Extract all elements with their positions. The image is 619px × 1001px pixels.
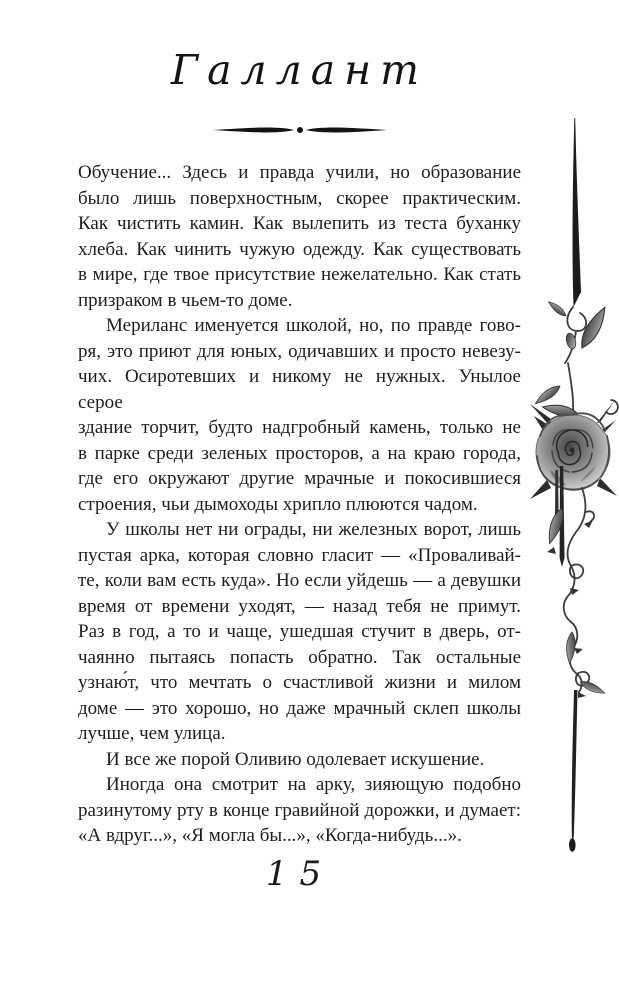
- text-line: чаянно пытаясь попасть обратно. Так остальные: [78, 646, 521, 668]
- text-line: Иногда она смотрит на арку, зияющую подобно: [106, 774, 521, 795]
- text-line: доме — это хорошо, но даже мрачный склеп школы: [78, 697, 521, 719]
- text-line: «А вдруг...», «Я могла бы...», «Когда-нибудь...».: [78, 825, 462, 846]
- divider-ornament: [211, 123, 389, 137]
- text-line: строения, чьи дымоходы хрипло плюются чадом.: [78, 493, 478, 515]
- paragraph: [78, 160, 521, 313]
- text-line: хлеба. Как чинить чужую одежду. Как существовать: [78, 238, 521, 260]
- text-line: время от времени уходят, — назад тебя не примут.: [78, 595, 521, 617]
- text-line: И все же порой Оливию одолевает искушение.: [106, 748, 485, 770]
- text-line: У школы нет ни ограды, ни железных ворот, лишь: [106, 519, 521, 540]
- text-line: лучше, чем улица.: [78, 723, 226, 744]
- paragraph: [78, 747, 521, 773]
- paragraph: [78, 313, 521, 517]
- text-line: разинутому рту в конце гравийной дорожки, и думает:: [78, 799, 521, 821]
- text-line: чих. Осиротевших и никому не нужных. Унылое серое: [78, 366, 521, 413]
- text-line: ря, это приют для юных, одичавших и просто невезу-: [78, 340, 521, 362]
- text-block: [78, 160, 521, 849]
- text-line: Мериланс именуется школой, но, по правде гово-: [106, 315, 521, 336]
- chapter-title: Галлант: [170, 46, 429, 94]
- text-line: в парке среди зеленых просторов, а на краю города,: [78, 442, 521, 464]
- text-line: те, коли вам есть куда». Но если уйдешь — а девушки: [78, 570, 521, 591]
- text-line: где его окружают другие мрачные и покосившиеся: [78, 468, 521, 489]
- text-line: призраком в чьем-то доме.: [78, 289, 293, 311]
- text-line: Раз в год, а то и чаще, ушедшая стучит в дверь, от-: [78, 621, 521, 642]
- text-line: узнаю́т, что мечтать о счастливой жизни и милом: [78, 672, 521, 693]
- page-number: 15: [265, 854, 334, 894]
- text-line: в мире, где твое присутствие нежелательно. Как стать: [78, 264, 521, 285]
- text-line: здание торчит, будто надгробный камень, только не: [78, 417, 521, 438]
- text-line: было лишь поверхностным, скорее практическим.: [78, 187, 521, 209]
- paragraph: [78, 517, 521, 747]
- rose-vine-illustration: [520, 0, 619, 1001]
- text-line: пустая арка, которая словно гласит — «Проваливай-: [78, 544, 521, 566]
- paragraph: [78, 772, 521, 849]
- text-line: Обучение... Здесь и правда учили, но образование: [78, 162, 521, 183]
- text-line: Как чистить камин. Как вылепить из теста буханку: [78, 213, 521, 234]
